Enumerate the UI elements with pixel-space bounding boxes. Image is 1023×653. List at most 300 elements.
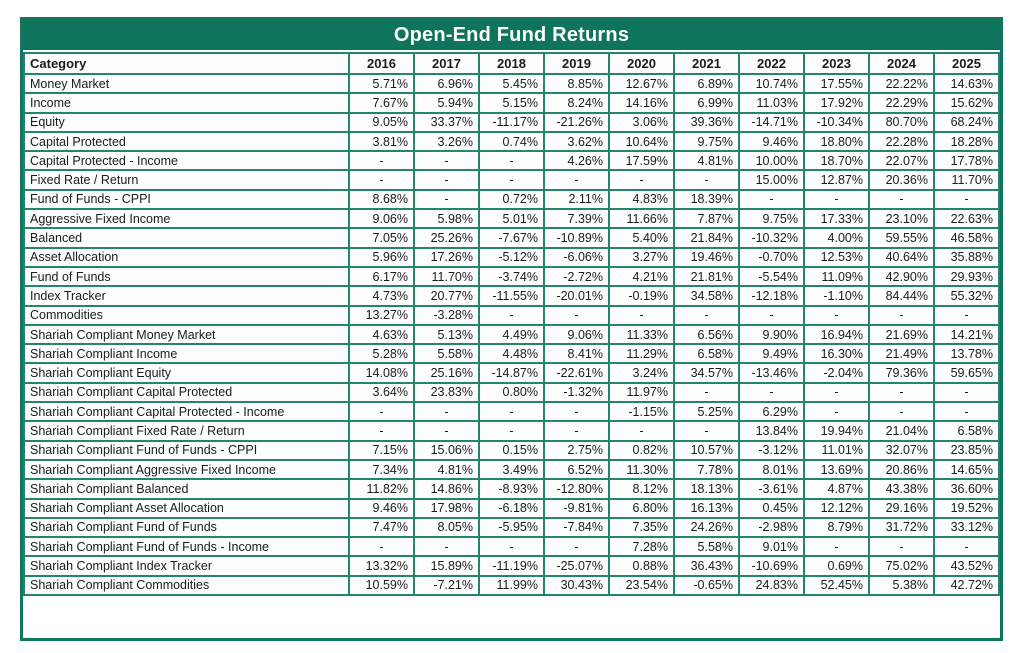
value-cell: 24.83%: [739, 576, 804, 595]
category-cell: Fund of Funds: [24, 267, 349, 286]
value-cell: 9.46%: [349, 499, 414, 518]
value-cell: 8.41%: [544, 344, 609, 363]
value-cell: -6.06%: [544, 248, 609, 267]
value-cell: -2.72%: [544, 267, 609, 286]
value-cell: -11.17%: [479, 113, 544, 132]
value-cell: 22.63%: [934, 209, 999, 228]
value-cell: -3.12%: [739, 441, 804, 460]
value-cell: 18.80%: [804, 132, 869, 151]
value-cell: -3.74%: [479, 267, 544, 286]
table-row: [24, 421, 999, 440]
value-cell: -7.67%: [479, 228, 544, 247]
column-header-year-2020: 2020: [609, 53, 674, 74]
category-cell: Shariah Compliant Fund of Funds: [24, 518, 349, 537]
value-cell: 34.58%: [674, 286, 739, 305]
value-cell: 13.32%: [349, 556, 414, 575]
value-cell: -: [349, 151, 414, 170]
value-cell: -11.55%: [479, 286, 544, 305]
column-header-year-2017: 2017: [414, 53, 479, 74]
category-cell: Capital Protected - Income: [24, 151, 349, 170]
value-cell: 3.06%: [609, 113, 674, 132]
value-cell: -: [739, 306, 804, 325]
value-cell: 3.49%: [479, 460, 544, 479]
value-cell: 20.36%: [869, 170, 934, 189]
value-cell: 12.87%: [804, 170, 869, 189]
value-cell: -5.12%: [479, 248, 544, 267]
column-header-year-2022: 2022: [739, 53, 804, 74]
value-cell: 5.15%: [479, 93, 544, 112]
value-cell: 4.63%: [349, 325, 414, 344]
value-cell: 43.52%: [934, 556, 999, 575]
value-cell: 32.07%: [869, 441, 934, 460]
value-cell: 3.27%: [609, 248, 674, 267]
value-cell: 11.03%: [739, 93, 804, 112]
value-cell: 3.64%: [349, 383, 414, 402]
value-cell: 24.26%: [674, 518, 739, 537]
column-header-year-2016: 2016: [349, 53, 414, 74]
value-cell: 25.16%: [414, 363, 479, 382]
value-cell: -20.01%: [544, 286, 609, 305]
category-cell: Income: [24, 93, 349, 112]
value-cell: 5.38%: [869, 576, 934, 595]
table-row: [24, 325, 999, 344]
category-cell: Money Market: [24, 74, 349, 93]
value-cell: -: [479, 421, 544, 440]
category-cell: Shariah Compliant Money Market: [24, 325, 349, 344]
value-cell: 19.94%: [804, 421, 869, 440]
value-cell: 8.68%: [349, 190, 414, 209]
value-cell: -21.26%: [544, 113, 609, 132]
table-row: [24, 576, 999, 595]
value-cell: 0.69%: [804, 556, 869, 575]
value-cell: 9.06%: [544, 325, 609, 344]
category-cell: Commodities: [24, 306, 349, 325]
value-cell: 13.69%: [804, 460, 869, 479]
value-cell: 17.92%: [804, 93, 869, 112]
value-cell: -: [479, 537, 544, 556]
value-cell: 9.75%: [739, 209, 804, 228]
fund-returns-table: [20, 17, 1003, 641]
value-cell: -: [674, 383, 739, 402]
value-cell: -: [349, 537, 414, 556]
value-cell: 18.13%: [674, 479, 739, 498]
value-cell: 18.39%: [674, 190, 739, 209]
returns-grid: [23, 52, 1000, 596]
value-cell: -: [869, 383, 934, 402]
value-cell: 10.74%: [739, 74, 804, 93]
table-row: [24, 518, 999, 537]
value-cell: -: [934, 402, 999, 421]
value-cell: 6.52%: [544, 460, 609, 479]
table-row: [24, 286, 999, 305]
value-cell: 4.00%: [804, 228, 869, 247]
value-cell: 5.13%: [414, 325, 479, 344]
value-cell: -: [414, 170, 479, 189]
value-cell: 14.16%: [609, 93, 674, 112]
value-cell: 2.11%: [544, 190, 609, 209]
value-cell: 9.06%: [349, 209, 414, 228]
value-cell: 68.24%: [934, 113, 999, 132]
value-cell: 5.01%: [479, 209, 544, 228]
category-cell: Shariah Compliant Index Tracker: [24, 556, 349, 575]
value-cell: 6.17%: [349, 267, 414, 286]
table-row: [24, 499, 999, 518]
value-cell: -: [804, 402, 869, 421]
value-cell: 0.82%: [609, 441, 674, 460]
value-cell: -: [414, 151, 479, 170]
value-cell: -5.95%: [479, 518, 544, 537]
value-cell: -12.18%: [739, 286, 804, 305]
value-cell: 75.02%: [869, 556, 934, 575]
value-cell: -: [544, 402, 609, 421]
value-cell: 12.12%: [804, 499, 869, 518]
value-cell: 3.26%: [414, 132, 479, 151]
value-cell: 0.72%: [479, 190, 544, 209]
value-cell: 7.15%: [349, 441, 414, 460]
value-cell: 0.45%: [739, 499, 804, 518]
value-cell: 7.05%: [349, 228, 414, 247]
value-cell: 15.00%: [739, 170, 804, 189]
value-cell: -: [674, 170, 739, 189]
value-cell: -: [544, 306, 609, 325]
value-cell: 31.72%: [869, 518, 934, 537]
value-cell: 11.01%: [804, 441, 869, 460]
category-cell: Capital Protected: [24, 132, 349, 151]
table-row: [24, 113, 999, 132]
value-cell: 17.55%: [804, 74, 869, 93]
value-cell: -2.98%: [739, 518, 804, 537]
value-cell: -25.07%: [544, 556, 609, 575]
category-cell: Shariah Compliant Balanced: [24, 479, 349, 498]
value-cell: 22.22%: [869, 74, 934, 93]
value-cell: 11.33%: [609, 325, 674, 344]
column-header-year-2024: 2024: [869, 53, 934, 74]
category-cell: Fund of Funds - CPPI: [24, 190, 349, 209]
value-cell: 4.26%: [544, 151, 609, 170]
value-cell: 42.90%: [869, 267, 934, 286]
value-cell: 4.83%: [609, 190, 674, 209]
value-cell: 22.28%: [869, 132, 934, 151]
value-cell: 14.86%: [414, 479, 479, 498]
value-cell: 19.52%: [934, 499, 999, 518]
value-cell: 22.07%: [869, 151, 934, 170]
table-row: [24, 74, 999, 93]
value-cell: 21.69%: [869, 325, 934, 344]
value-cell: 18.70%: [804, 151, 869, 170]
value-cell: 33.12%: [934, 518, 999, 537]
value-cell: 6.89%: [674, 74, 739, 93]
value-cell: 9.46%: [739, 132, 804, 151]
category-cell: Shariah Compliant Equity: [24, 363, 349, 382]
value-cell: 5.58%: [414, 344, 479, 363]
value-cell: 6.29%: [739, 402, 804, 421]
table-row: [24, 441, 999, 460]
value-cell: 3.62%: [544, 132, 609, 151]
value-cell: 40.64%: [869, 248, 934, 267]
value-cell: -1.32%: [544, 383, 609, 402]
value-cell: 30.43%: [544, 576, 609, 595]
value-cell: 18.28%: [934, 132, 999, 151]
value-cell: 21.49%: [869, 344, 934, 363]
value-cell: 21.04%: [869, 421, 934, 440]
category-cell: Asset Allocation: [24, 248, 349, 267]
value-cell: -: [934, 306, 999, 325]
value-cell: 79.36%: [869, 363, 934, 382]
value-cell: 12.67%: [609, 74, 674, 93]
value-cell: -9.81%: [544, 499, 609, 518]
value-cell: 6.96%: [414, 74, 479, 93]
category-cell: Shariah Compliant Fixed Rate / Return: [24, 421, 349, 440]
category-cell: Equity: [24, 113, 349, 132]
value-cell: 43.38%: [869, 479, 934, 498]
value-cell: 14.65%: [934, 460, 999, 479]
value-cell: -: [869, 402, 934, 421]
value-cell: 6.58%: [934, 421, 999, 440]
value-cell: 7.47%: [349, 518, 414, 537]
value-cell: 17.59%: [609, 151, 674, 170]
value-cell: 8.85%: [544, 74, 609, 93]
table-row: [24, 460, 999, 479]
value-cell: 23.54%: [609, 576, 674, 595]
table-row: [24, 228, 999, 247]
value-cell: -: [414, 421, 479, 440]
category-cell: Shariah Compliant Fund of Funds - Income: [24, 537, 349, 556]
value-cell: 5.25%: [674, 402, 739, 421]
value-cell: 7.39%: [544, 209, 609, 228]
value-cell: -: [544, 421, 609, 440]
table-row: [24, 306, 999, 325]
value-cell: -1.15%: [609, 402, 674, 421]
value-cell: 29.16%: [869, 499, 934, 518]
table-row: [24, 190, 999, 209]
value-cell: 34.57%: [674, 363, 739, 382]
value-cell: 29.93%: [934, 267, 999, 286]
value-cell: 5.98%: [414, 209, 479, 228]
value-cell: -: [479, 151, 544, 170]
value-cell: -11.19%: [479, 556, 544, 575]
value-cell: 10.00%: [739, 151, 804, 170]
value-cell: 6.58%: [674, 344, 739, 363]
value-cell: -2.04%: [804, 363, 869, 382]
category-cell: Shariah Compliant Commodities: [24, 576, 349, 595]
value-cell: 12.53%: [804, 248, 869, 267]
value-cell: 16.13%: [674, 499, 739, 518]
value-cell: 5.94%: [414, 93, 479, 112]
table-row: [24, 344, 999, 363]
value-cell: -22.61%: [544, 363, 609, 382]
table-row: [24, 151, 999, 170]
value-cell: 21.81%: [674, 267, 739, 286]
table-row: [24, 383, 999, 402]
table-row: [24, 170, 999, 189]
value-cell: 25.26%: [414, 228, 479, 247]
value-cell: -3.28%: [414, 306, 479, 325]
value-cell: 21.84%: [674, 228, 739, 247]
value-cell: -0.19%: [609, 286, 674, 305]
value-cell: 0.74%: [479, 132, 544, 151]
value-cell: -: [934, 383, 999, 402]
value-cell: -7.21%: [414, 576, 479, 595]
table-row: [24, 267, 999, 286]
value-cell: 3.24%: [609, 363, 674, 382]
value-cell: 13.78%: [934, 344, 999, 363]
value-cell: -: [869, 306, 934, 325]
value-cell: -: [934, 537, 999, 556]
value-cell: 9.01%: [739, 537, 804, 556]
value-cell: -: [479, 306, 544, 325]
value-cell: 6.99%: [674, 93, 739, 112]
value-cell: 4.81%: [674, 151, 739, 170]
column-header-year-2018: 2018: [479, 53, 544, 74]
value-cell: -: [609, 306, 674, 325]
column-header-year-2025: 2025: [934, 53, 999, 74]
table-row: [24, 132, 999, 151]
value-cell: 8.05%: [414, 518, 479, 537]
category-cell: Aggressive Fixed Income: [24, 209, 349, 228]
value-cell: -: [349, 421, 414, 440]
value-cell: 5.58%: [674, 537, 739, 556]
value-cell: 4.21%: [609, 267, 674, 286]
value-cell: -: [869, 537, 934, 556]
value-cell: -10.69%: [739, 556, 804, 575]
value-cell: 20.86%: [869, 460, 934, 479]
value-cell: 4.81%: [414, 460, 479, 479]
value-cell: 10.57%: [674, 441, 739, 460]
value-cell: -10.32%: [739, 228, 804, 247]
value-cell: -14.71%: [739, 113, 804, 132]
value-cell: -12.80%: [544, 479, 609, 498]
value-cell: 9.90%: [739, 325, 804, 344]
value-cell: -3.61%: [739, 479, 804, 498]
value-cell: 11.70%: [934, 170, 999, 189]
value-cell: -: [804, 537, 869, 556]
value-cell: 7.78%: [674, 460, 739, 479]
value-cell: 23.10%: [869, 209, 934, 228]
value-cell: 80.70%: [869, 113, 934, 132]
value-cell: 7.67%: [349, 93, 414, 112]
column-header-year-2021: 2021: [674, 53, 739, 74]
value-cell: 7.35%: [609, 518, 674, 537]
value-cell: 6.80%: [609, 499, 674, 518]
column-header-year-2019: 2019: [544, 53, 609, 74]
value-cell: -14.87%: [479, 363, 544, 382]
category-cell: Shariah Compliant Capital Protected - Income: [24, 402, 349, 421]
value-cell: -: [609, 170, 674, 189]
value-cell: 23.83%: [414, 383, 479, 402]
value-cell: 7.28%: [609, 537, 674, 556]
value-cell: -0.65%: [674, 576, 739, 595]
table-row: [24, 556, 999, 575]
value-cell: 9.05%: [349, 113, 414, 132]
value-cell: 36.43%: [674, 556, 739, 575]
value-cell: -13.46%: [739, 363, 804, 382]
value-cell: 0.15%: [479, 441, 544, 460]
value-cell: 4.49%: [479, 325, 544, 344]
value-cell: -: [674, 421, 739, 440]
category-cell: Index Tracker: [24, 286, 349, 305]
value-cell: -10.89%: [544, 228, 609, 247]
value-cell: 9.49%: [739, 344, 804, 363]
value-cell: 10.64%: [609, 132, 674, 151]
value-cell: -7.84%: [544, 518, 609, 537]
table-row: [24, 479, 999, 498]
value-cell: -: [869, 190, 934, 209]
category-cell: Shariah Compliant Aggressive Fixed Income: [24, 460, 349, 479]
value-cell: 7.87%: [674, 209, 739, 228]
value-cell: 5.71%: [349, 74, 414, 93]
table-row: [24, 93, 999, 112]
value-cell: -: [414, 190, 479, 209]
value-cell: 17.26%: [414, 248, 479, 267]
value-cell: 39.36%: [674, 113, 739, 132]
value-cell: 13.27%: [349, 306, 414, 325]
value-cell: -: [804, 383, 869, 402]
value-cell: -: [414, 537, 479, 556]
value-cell: 17.78%: [934, 151, 999, 170]
value-cell: 4.48%: [479, 344, 544, 363]
table-row: [24, 537, 999, 556]
value-cell: 8.01%: [739, 460, 804, 479]
value-cell: 5.45%: [479, 74, 544, 93]
value-cell: 46.58%: [934, 228, 999, 247]
value-cell: 11.99%: [479, 576, 544, 595]
value-cell: -: [414, 402, 479, 421]
value-cell: 13.84%: [739, 421, 804, 440]
value-cell: 6.56%: [674, 325, 739, 344]
value-cell: 15.06%: [414, 441, 479, 460]
table-row: [24, 402, 999, 421]
value-cell: 16.30%: [804, 344, 869, 363]
value-cell: -: [544, 537, 609, 556]
value-cell: -: [934, 190, 999, 209]
value-cell: 10.59%: [349, 576, 414, 595]
value-cell: 84.44%: [869, 286, 934, 305]
table-row: [24, 248, 999, 267]
column-header-year-2023: 2023: [804, 53, 869, 74]
value-cell: -: [349, 170, 414, 189]
value-cell: 14.63%: [934, 74, 999, 93]
value-cell: -10.34%: [804, 113, 869, 132]
value-cell: 55.32%: [934, 286, 999, 305]
category-cell: Shariah Compliant Fund of Funds - CPPI: [24, 441, 349, 460]
value-cell: 11.97%: [609, 383, 674, 402]
value-cell: 19.46%: [674, 248, 739, 267]
value-cell: 8.79%: [804, 518, 869, 537]
value-cell: 2.75%: [544, 441, 609, 460]
value-cell: -: [739, 383, 804, 402]
value-cell: -: [609, 421, 674, 440]
value-cell: 36.60%: [934, 479, 999, 498]
value-cell: 9.75%: [674, 132, 739, 151]
value-cell: 7.34%: [349, 460, 414, 479]
value-cell: 59.65%: [934, 363, 999, 382]
value-cell: -: [479, 170, 544, 189]
value-cell: 11.09%: [804, 267, 869, 286]
value-cell: -: [739, 190, 804, 209]
category-cell: Balanced: [24, 228, 349, 247]
value-cell: 5.40%: [609, 228, 674, 247]
value-cell: 59.55%: [869, 228, 934, 247]
value-cell: 11.30%: [609, 460, 674, 479]
value-cell: -0.70%: [739, 248, 804, 267]
value-cell: 3.81%: [349, 132, 414, 151]
value-cell: 14.08%: [349, 363, 414, 382]
value-cell: 11.29%: [609, 344, 674, 363]
value-cell: 11.66%: [609, 209, 674, 228]
value-cell: -6.18%: [479, 499, 544, 518]
value-cell: 14.21%: [934, 325, 999, 344]
value-cell: 33.37%: [414, 113, 479, 132]
